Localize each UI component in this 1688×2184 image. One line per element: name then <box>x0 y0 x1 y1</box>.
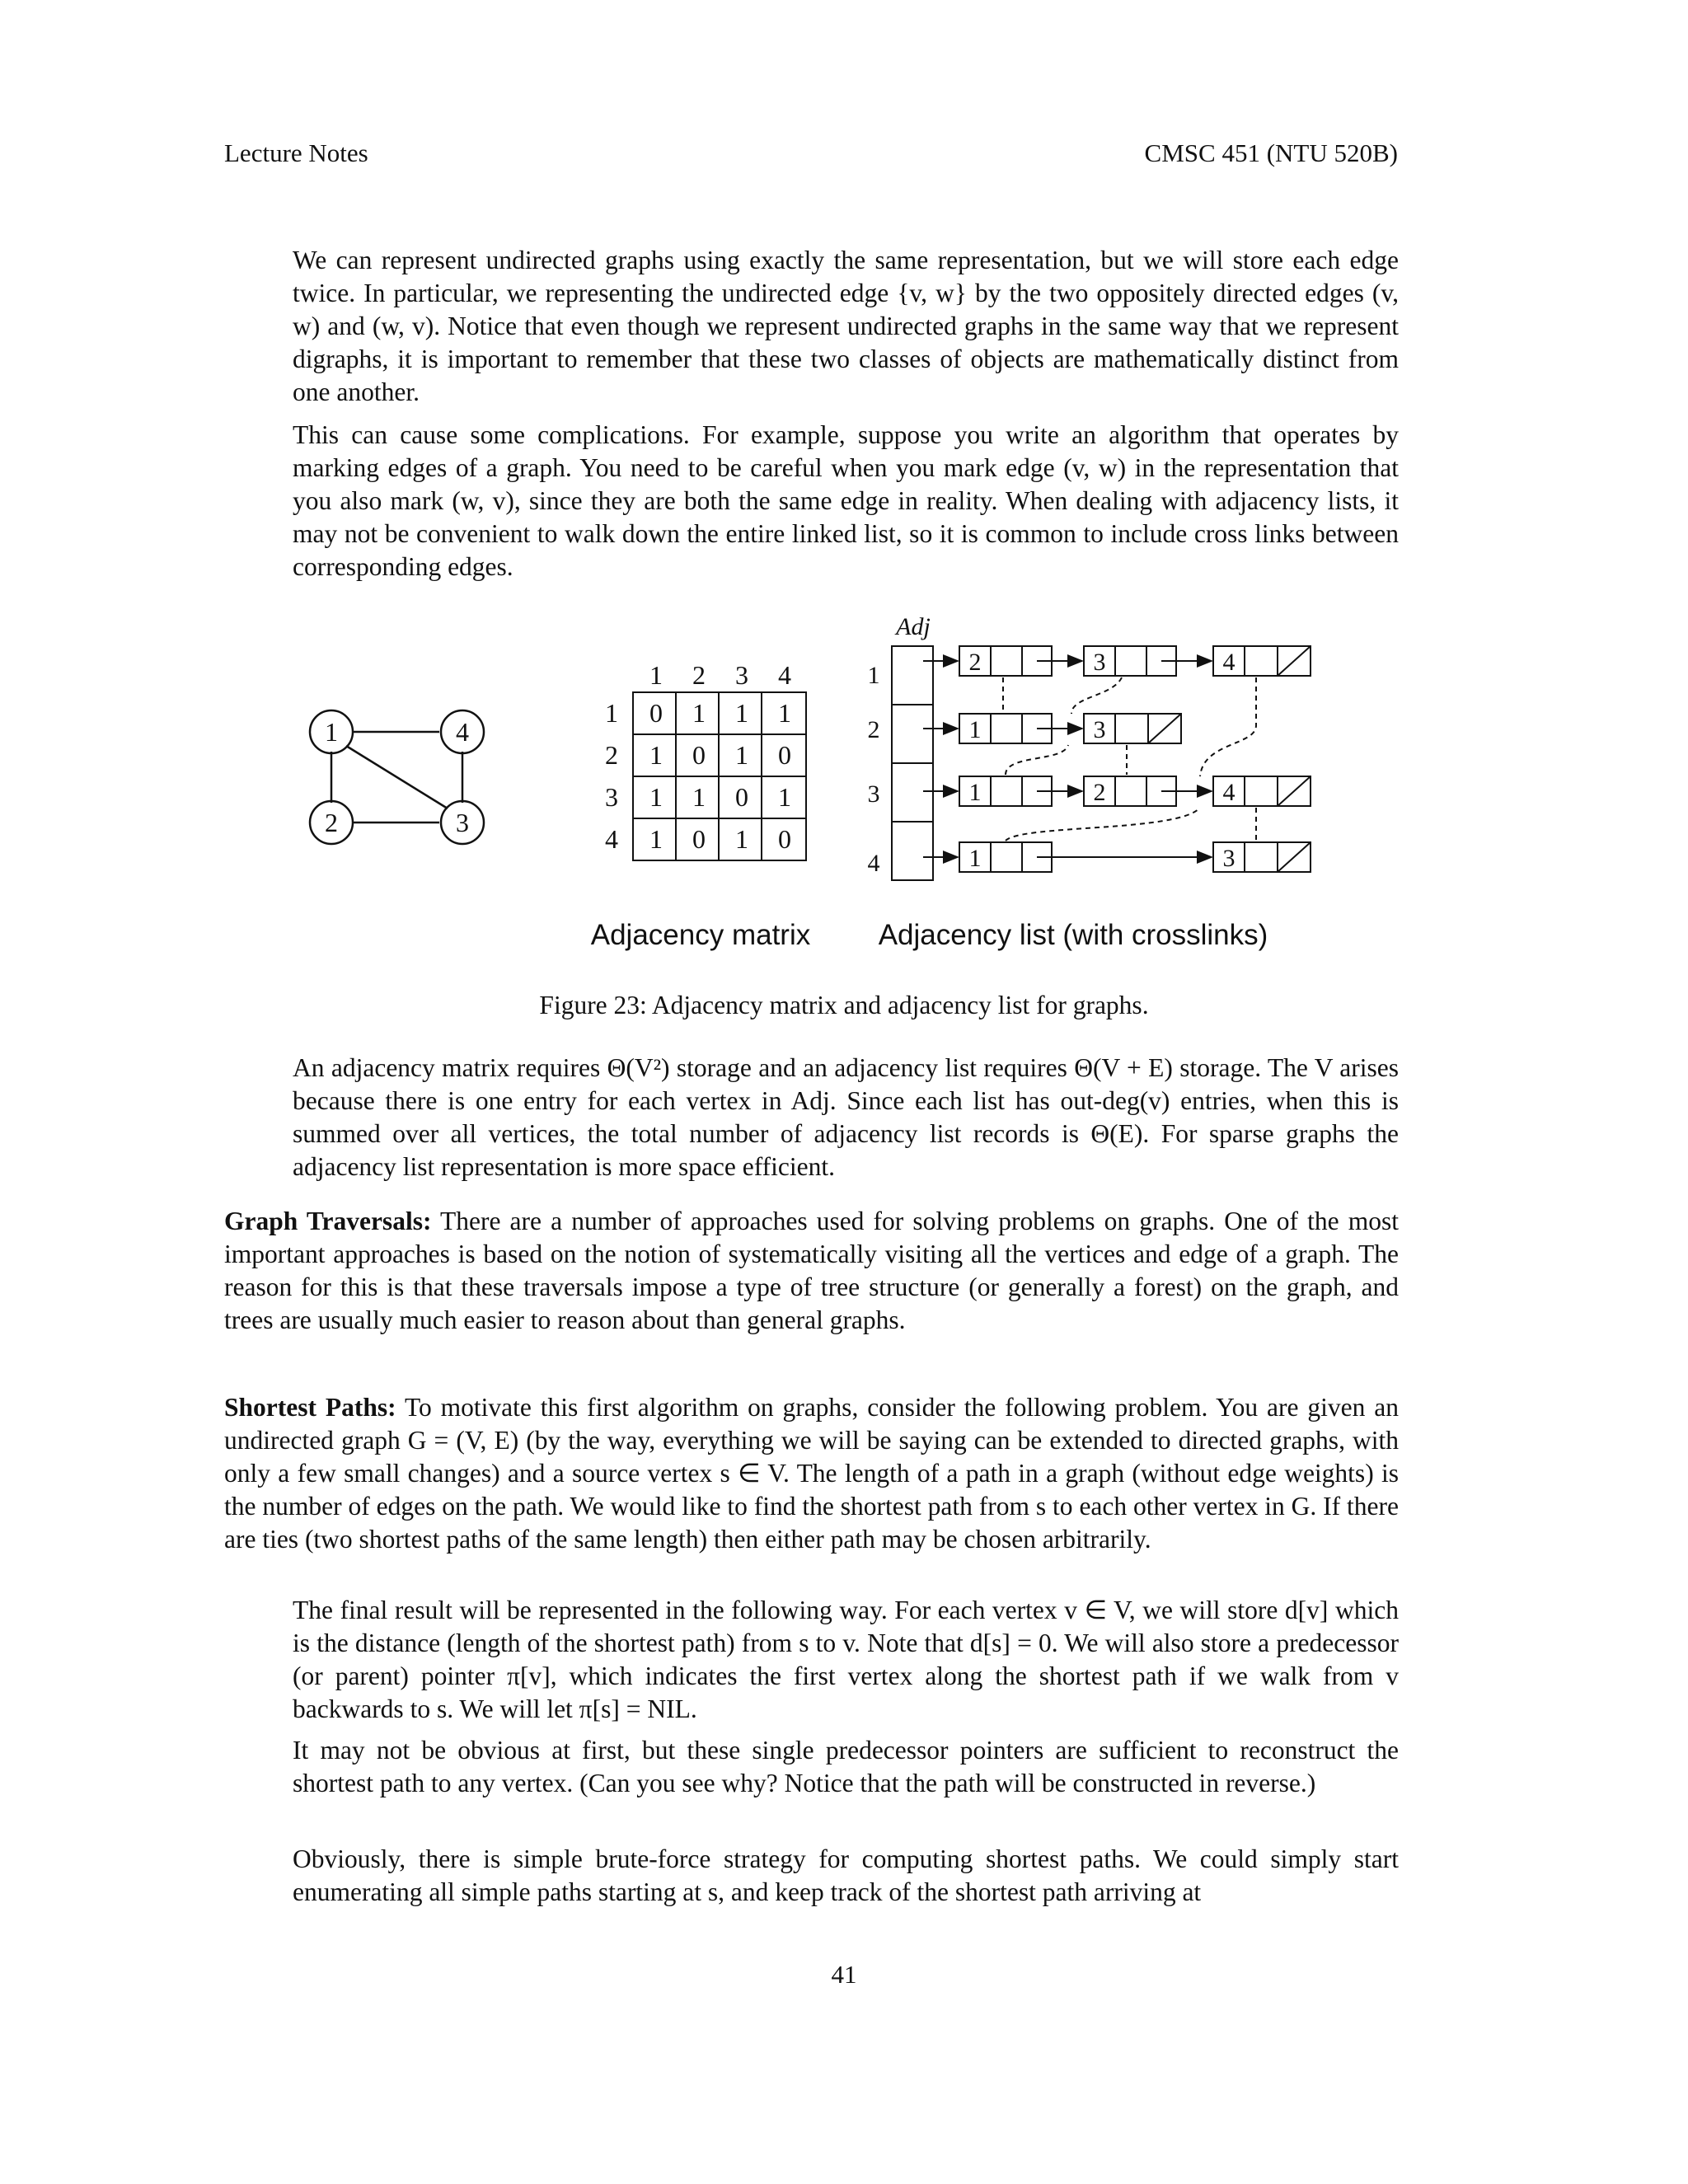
graph-node-label: 1 <box>325 717 338 747</box>
list-node-value: 4 <box>1222 649 1236 676</box>
matrix-cell: 1 <box>649 824 663 854</box>
section-graph-traversals <box>224 1205 1399 1337</box>
adj-index: 2 <box>867 716 880 743</box>
matrix-cell: 1 <box>692 698 706 728</box>
list-node-value: 3 <box>1093 649 1106 676</box>
adj-index: 3 <box>867 780 880 808</box>
matrix-cell: 1 <box>735 740 748 770</box>
paragraph-complications: This can cause some complications. For example, suppose you write an algorithm that operates by marking edges of a graph. You need to be careful when you mark edge (v, w) in the representation that you also mark (w, v), since they are both the same edge in reality. When dealing with adjacency lists, it may not be convenient to walk down the entire linked list, so it is common to include cross links between corresponding edges. <box>293 420 1399 581</box>
adjacency-list <box>868 613 1311 880</box>
matrix-cell: 0 <box>778 824 791 854</box>
matrix-row-header: 4 <box>605 824 618 854</box>
list-node-value: 3 <box>1093 716 1106 743</box>
paragraph-predecessor: It may not be obvious at first, but these single predecessor pointers are sufficient to reconstruct the shortest path to any vertex. (Can you see why? Notice that the path will be constructed in reverse.) <box>293 1736 1399 1797</box>
paragraph-undirected: We can represent undirected graphs using exactly the same representation, but we will store each edge twice. In particular, we representing the undirected edge {v, w} by the two oppositely directed edges (v, w) and (w, v). Notice that even though we represent undirected graphs in the same way that we represent digraphs, it is important to remember that these two classes of objects are mathematically distinct from one another. <box>293 246 1399 406</box>
matrix-row-header: 1 <box>605 698 618 728</box>
list-node-value: 1 <box>968 845 982 872</box>
adj-index: 4 <box>867 850 880 877</box>
list-title: Adjacency list (with crosslinks) <box>878 919 1268 951</box>
matrix-cell: 1 <box>735 824 748 854</box>
section-body: To motivate this first algorithm on graphs, consider the following problem. You are given an undirected graph G = (V, E) (by the way, everything we will be saying can be extended to directed graphs, with only a few small changes) and a source vertex s ∈ V. The length of a path in a graph (without edge weights) is the number of edges on the path. We would like to find the shortest path from s to each other vertex in G. If there are ties (two shortest paths of the same length) then either path may be chosen arbitrarily. <box>224 1393 1399 1554</box>
graph-node-label: 4 <box>456 717 469 747</box>
matrix-cell: 1 <box>649 740 663 770</box>
list-node-value: 1 <box>968 779 982 806</box>
matrix-cell: 1 <box>692 782 706 812</box>
matrix-cell: 0 <box>735 782 748 812</box>
paragraph-final-result: The final result will be represented in the following way. For each vertex v ∈ V, we will store d[v] which is the distance (length of the shortest path) from s to v. Note that d[s] = 0. We will also store a predecessor (or parent) pointer π[v], which indicates the first vertex along the shortest path if we walk from v backwards to s. We will let π[s] = NIL. <box>293 1596 1399 1723</box>
graph-node-label: 2 <box>325 808 338 837</box>
matrix-col-header: 1 <box>649 660 663 690</box>
section-shortest-paths <box>224 1391 1399 1556</box>
matrix-cell: 0 <box>692 824 706 854</box>
graph-node-label: 3 <box>456 808 469 837</box>
list-node-value: 2 <box>1093 779 1106 806</box>
matrix-cell: 1 <box>735 698 748 728</box>
adj-index: 1 <box>867 662 880 689</box>
matrix-cell: 0 <box>778 740 791 770</box>
running-header-right: CMSC 451 (NTU 520B) <box>1144 138 1398 167</box>
paragraph-storage: An adjacency matrix requires Θ(V²) storage and an adjacency list requires Θ(V + E) storage. The V arises because there is one entry for each vertex in Adj. Since each list has out-deg(v) entries, when this is summed over all vertices, the total number of adjacency list records is Θ(E). For sparse graphs the adjacency list representation is more space efficient. <box>293 1053 1399 1181</box>
matrix-row-header: 2 <box>605 740 618 770</box>
list-node-value: 1 <box>968 716 982 743</box>
matrix-col-header: 3 <box>735 660 748 690</box>
figure-caption: Figure 23: Adjacency matrix and adjacency list for graphs. <box>539 991 1149 1019</box>
matrix-title: Adjacency matrix <box>590 919 811 951</box>
section-title: Shortest Paths: <box>224 1393 396 1422</box>
matrix-cell: 0 <box>649 698 663 728</box>
matrix-cell: 1 <box>649 782 663 812</box>
adjacency-matrix <box>605 660 806 860</box>
list-node-value: 4 <box>1222 779 1236 806</box>
section-body: There are a number of approaches used for solving problems on graphs. One of the most important approaches is based on the notion of systematically visiting all the vertices and edge of a graph. The reason for this is that these traversals impose a type of tree structure (or generally a forest) on the graph, and trees are usually much easier to reason about than general graphs. <box>224 1207 1400 1334</box>
section-title: Graph Traversals: <box>224 1207 432 1235</box>
page-number: 41 <box>831 1960 857 1989</box>
matrix-cell: 0 <box>692 740 706 770</box>
matrix-col-header: 2 <box>692 660 706 690</box>
list-node-value: 2 <box>968 649 982 676</box>
list-node-value: 3 <box>1222 845 1236 872</box>
running-header-left: Lecture Notes <box>224 138 368 167</box>
matrix-cell: 1 <box>778 698 791 728</box>
matrix-cell: 1 <box>778 782 791 812</box>
paragraph-brute-force: Obviously, there is simple brute-force strategy for computing shortest paths. We could simply start enumerating all simple paths starting at s, and keep track of the shortest path arriving at <box>293 1844 1399 1906</box>
adj-label: Adj <box>896 613 931 640</box>
matrix-row-header: 3 <box>605 782 618 812</box>
figure-23 <box>0 610 1688 972</box>
matrix-col-header: 4 <box>778 660 791 690</box>
